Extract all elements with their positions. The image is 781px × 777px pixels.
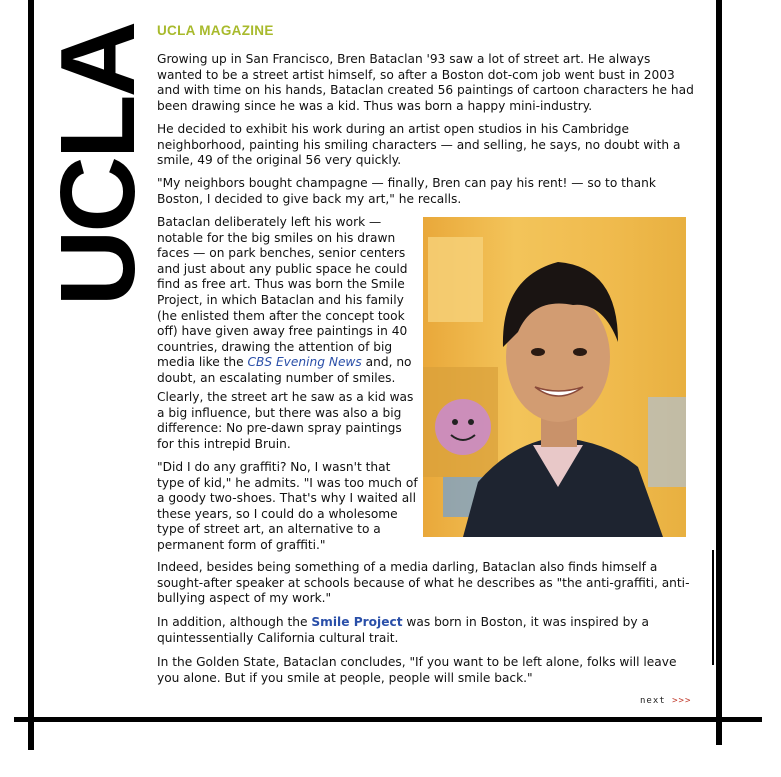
paragraph-4-text-b: and, no doubt, an escalating number of smiles. — [157, 355, 412, 385]
ucla-logo — [28, 20, 168, 310]
next-page-link[interactable] — [640, 696, 691, 706]
frame-right-thin-line — [712, 550, 714, 665]
paragraph-6: "Did I do any graffiti? No, I wasn't that type of kid," he admits. "I was too much of a goody two-shoes. That's why I waited all these years, so I could do a wholesome type of street art, an alternative to a permanent form of graffiti." — [157, 460, 418, 552]
paragraph-8-text-a: In addition, although the — [157, 615, 312, 629]
paragraph-7: Indeed, besides being something of a media darling, Bataclan also finds himself a sought-after speaker at schools because of what he describes as "the anti-graffiti, anti-bullying aspect of my work." — [157, 560, 690, 606]
paragraph-1: Growing up in San Francisco, Bren Bataclan '93 saw a lot of street art. He always wanted to be a street artist himself, so after a Boston dot-com job went bust in 2003 and with time on his hands, Bataclan created 56 paintings of cartoon characters he had been drawing since he was a kid. Thus was born a happy mini-industry. — [157, 52, 694, 113]
next-arrows-icon: >>> — [672, 696, 692, 706]
ucla-logo-text: UCLA — [39, 23, 157, 307]
paragraph-9: In the Golden State, Bataclan concludes, "If you want to be left alone, folks will leave you alone. But if you smile at people, people will smile back." — [157, 655, 677, 685]
frame-right-line — [716, 0, 722, 745]
portrait-photo — [423, 217, 686, 537]
paragraph-8-text-b: was born in Boston, it was inspired by a quintessentially California cultural trait. — [157, 615, 649, 645]
next-label: next — [640, 696, 666, 706]
paragraph-2: He decided to exhibit his work during an artist open studios in his Cambridge neighborhood, painting his smiling characters — and selling, he says, no doubt with a smile, 49 of the original 56 very quickly. — [157, 122, 681, 168]
smile-project-link[interactable]: Smile Project — [311, 615, 403, 629]
portrait-illustration — [423, 217, 686, 537]
paragraph-8 — [157, 615, 697, 646]
paragraph-5: Clearly, the street art he saw as a kid was a big influence, but there was also a big difference: No pre-dawn spray paintings for this intrepid Bruin. — [157, 390, 414, 451]
paragraph-3: "My neighbors bought champagne — finally, Bren can pay his rent! — so to thank Boston, I decided to give back my art," he recalls. — [157, 176, 656, 206]
paragraph-4-text-a: Bataclan deliberately left his work — notable for the big smiles on his drawn faces — on park benches, senior centers and just about any public space he could find as free art. Thus was born the Smile Project, in which Bataclan and his family (he enlisted them after the concept took off) have given away free paintings in 40 countries, drawing the attention of big media like the — [157, 215, 408, 370]
frame-bottom-line — [14, 717, 762, 722]
cbs-evening-news-link[interactable]: CBS Evening News — [247, 355, 362, 370]
paragraph-4 — [157, 215, 420, 387]
magazine-title: UCLA MAGAZINE — [157, 23, 274, 38]
